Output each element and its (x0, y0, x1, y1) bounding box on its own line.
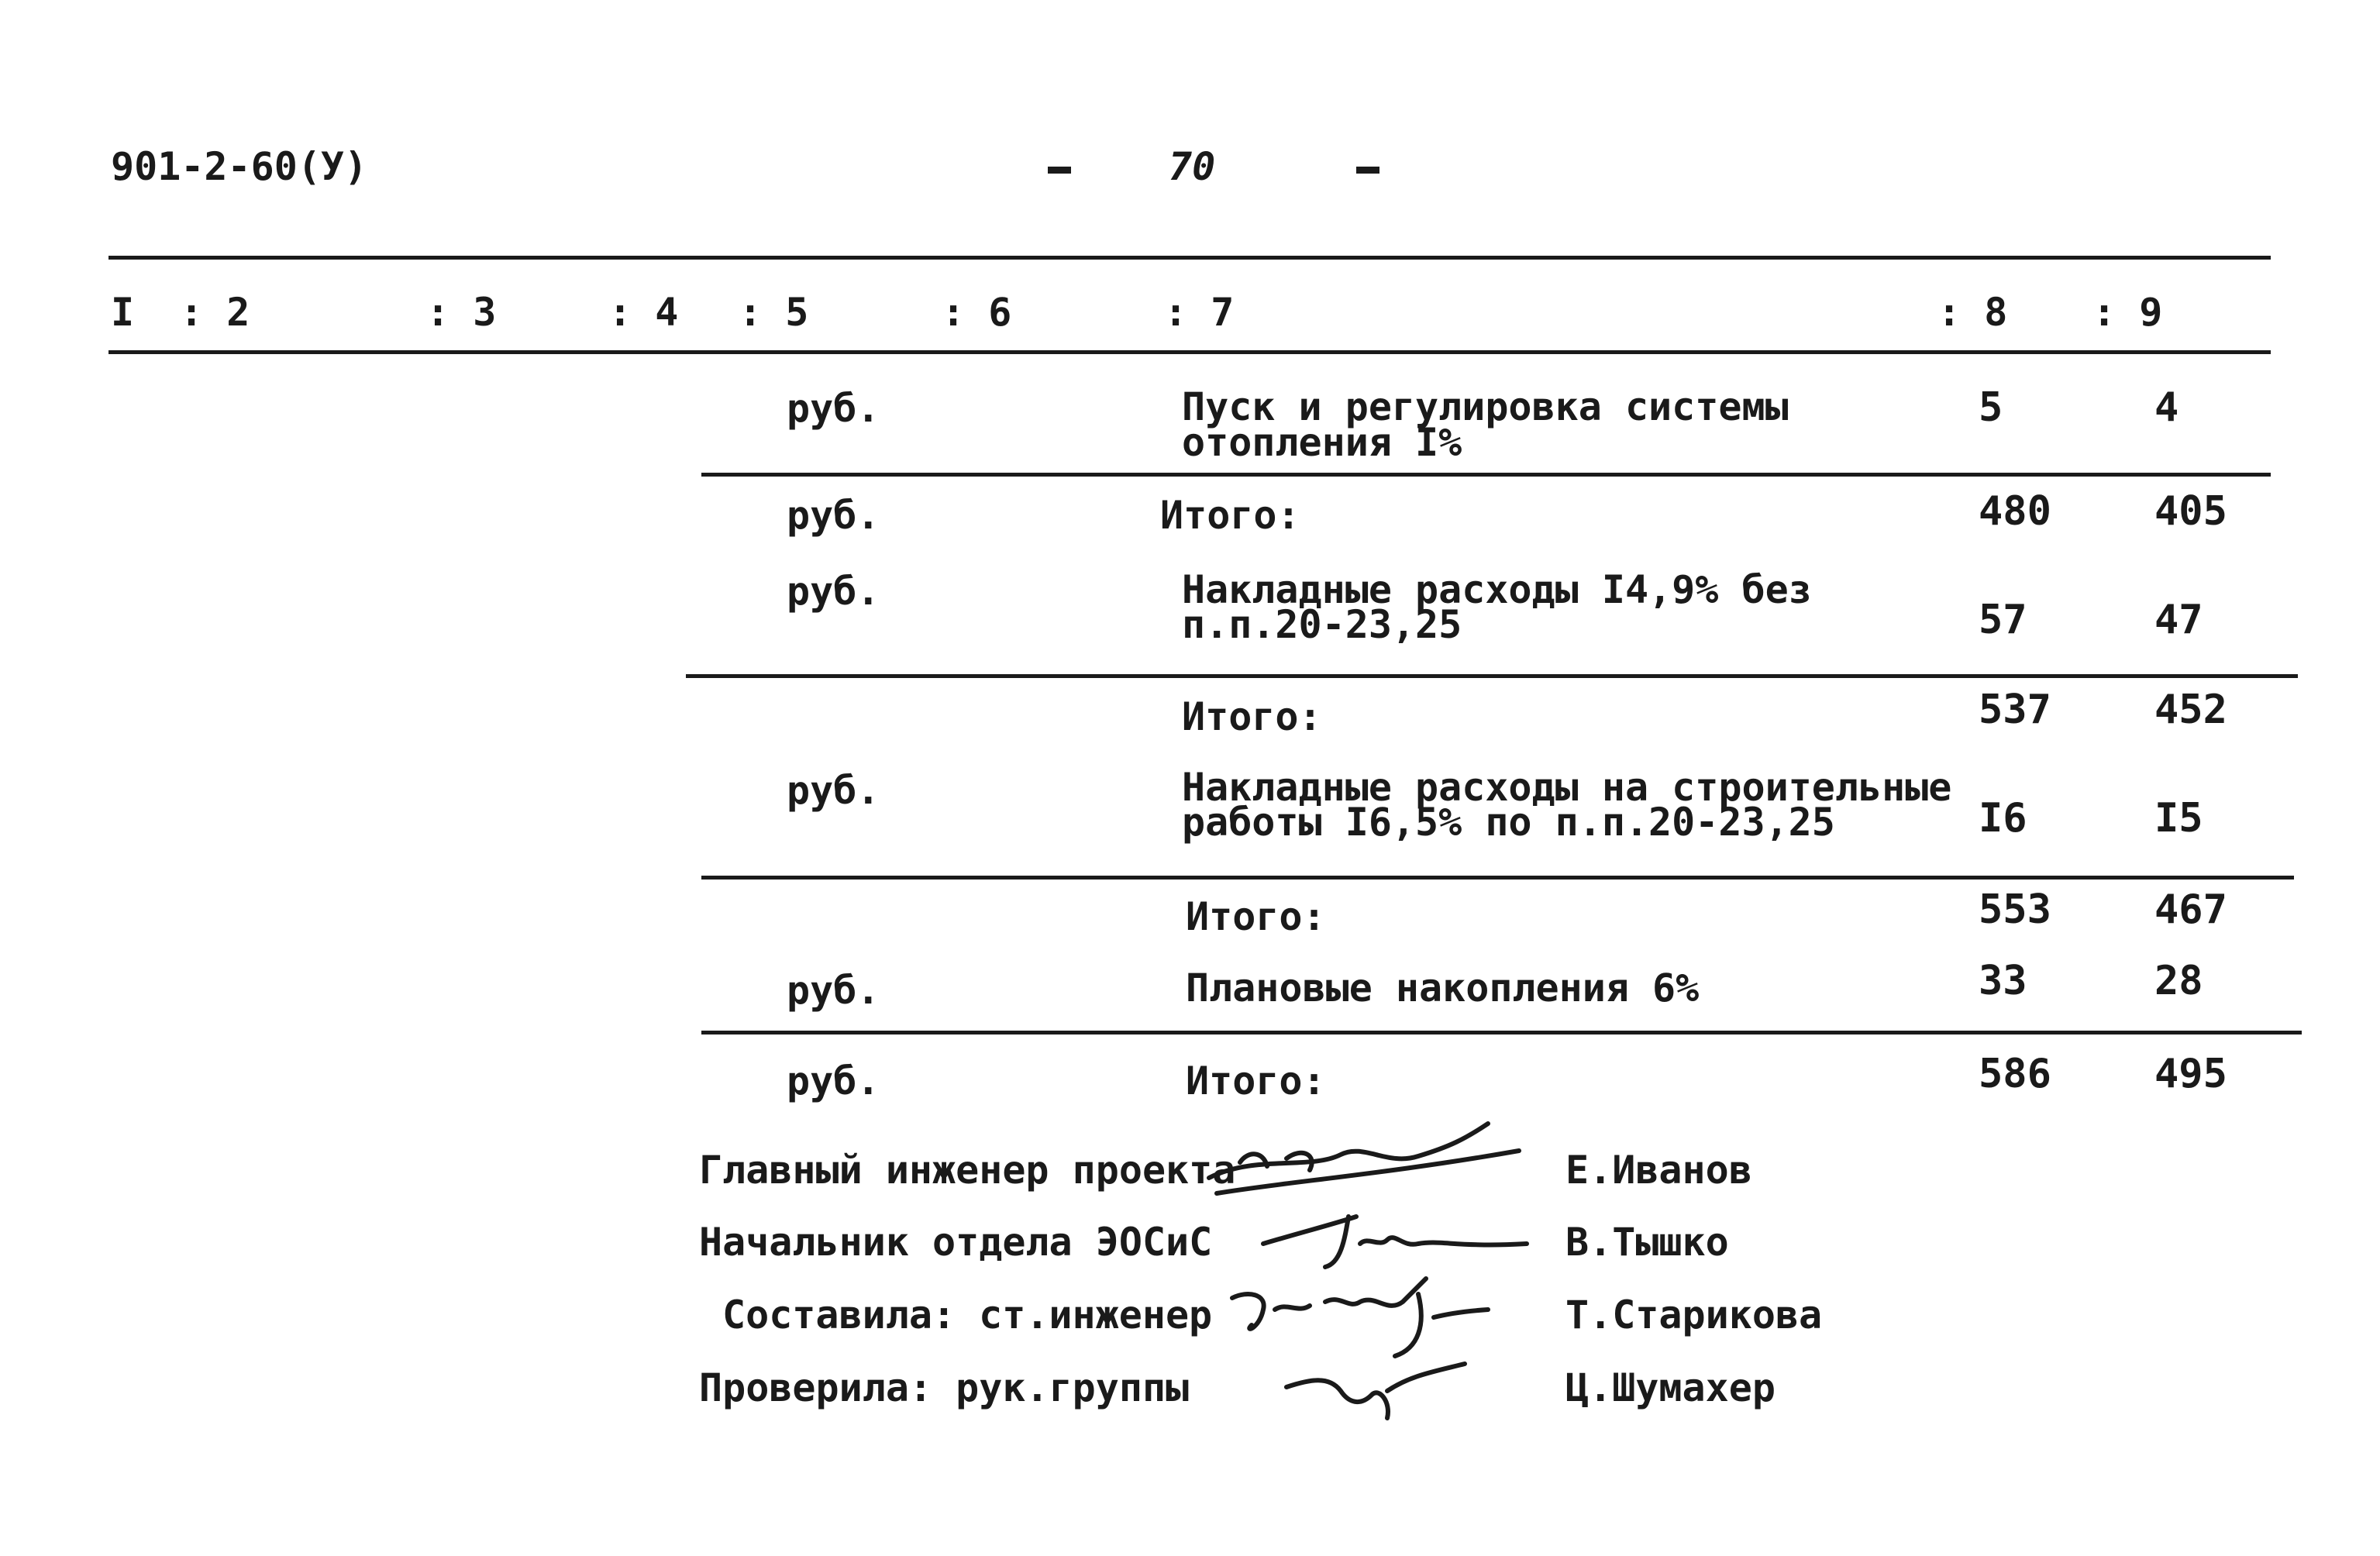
column-9: : 9 (2092, 290, 2163, 335)
column-6: : 6 (942, 290, 1012, 335)
description-line-1: Пуск и регулировка системы (1182, 384, 1789, 429)
description-line-2: п.п.20-23,25 (1182, 602, 1462, 647)
signature-role: Проверила: рук.группы (699, 1365, 1190, 1410)
column-8-value: 553 (1979, 886, 2051, 933)
description-line-1: Итого: (1182, 694, 1322, 739)
signature-name: Е.Иванов (1565, 1148, 1752, 1193)
row-divider (686, 674, 2298, 678)
unit-cell: руб. (787, 386, 880, 431)
row-divider (701, 1031, 2302, 1034)
signature-name: Ц.Шумахер (1565, 1365, 1776, 1410)
column-9-value: 495 (2154, 1051, 2227, 1097)
description-line-1: Плановые накопления 6% (1186, 966, 1700, 1010)
column-9-value: 47 (2154, 597, 2203, 643)
column-9-value: 452 (2154, 687, 2227, 733)
column-8-value: 33 (1979, 958, 2027, 1004)
row-divider (701, 473, 2271, 477)
signature-role: Главный инженер проекта (699, 1148, 1236, 1193)
unit-cell: руб. (787, 569, 880, 614)
column-8-value: 57 (1979, 597, 2027, 643)
signature-name: В.Тышко (1565, 1220, 1729, 1265)
description-line-1: Накладные расходы на строительные (1182, 765, 1952, 810)
column-8-value: 586 (1979, 1051, 2051, 1097)
column-7: : 7 (1164, 290, 1235, 335)
signature-role: Составила: ст.инженер (722, 1293, 1213, 1337)
handwritten-signatures (1193, 1108, 1558, 1441)
column-8-value: 5 (1979, 384, 2003, 431)
description-line-1: Накладные расходы I4,9% без (1182, 567, 1812, 612)
page-number-dash-left (1048, 167, 1071, 174)
header-bottom-rule (108, 350, 2271, 354)
column-3: : 3 (426, 290, 497, 335)
unit-cell: руб. (787, 1059, 880, 1103)
signature-name: Т.Старикова (1565, 1293, 1823, 1337)
description-line-1: Итого: (1160, 493, 1300, 538)
page-number: 70 (1169, 144, 1216, 189)
column-8-value: 480 (1979, 488, 2051, 535)
description-line-1: Итого: (1186, 894, 1326, 939)
column-9-value: 405 (2154, 488, 2227, 535)
column-9-value: 4 (2154, 384, 2179, 431)
description-line-2: отопления I% (1182, 420, 1462, 465)
document-code: 901-2-60(У) (111, 144, 368, 189)
column-1: I (111, 290, 135, 335)
header-top-rule (108, 256, 2271, 260)
description-line-2: работы I6,5% по п.п.20-23,25 (1182, 800, 1835, 845)
row-divider (701, 876, 2294, 880)
column-4: : 4 (608, 290, 679, 335)
description-line-1: Итого: (1186, 1059, 1326, 1103)
column-8-value: I6 (1979, 795, 2027, 842)
unit-cell: руб. (787, 968, 880, 1013)
column-8: : 8 (1937, 290, 2008, 335)
column-9-value: 28 (2154, 958, 2203, 1004)
column-5: : 5 (739, 290, 809, 335)
unit-cell: руб. (787, 493, 880, 538)
unit-cell: руб. (787, 768, 880, 813)
column-9-value: I5 (2154, 795, 2203, 842)
signature-role: Начальник отдела ЭОСиС (699, 1220, 1213, 1265)
column-8-value: 537 (1979, 687, 2051, 733)
column-2: : 2 (180, 290, 250, 335)
column-9-value: 467 (2154, 886, 2227, 933)
page-number-dash-right (1356, 167, 1379, 174)
